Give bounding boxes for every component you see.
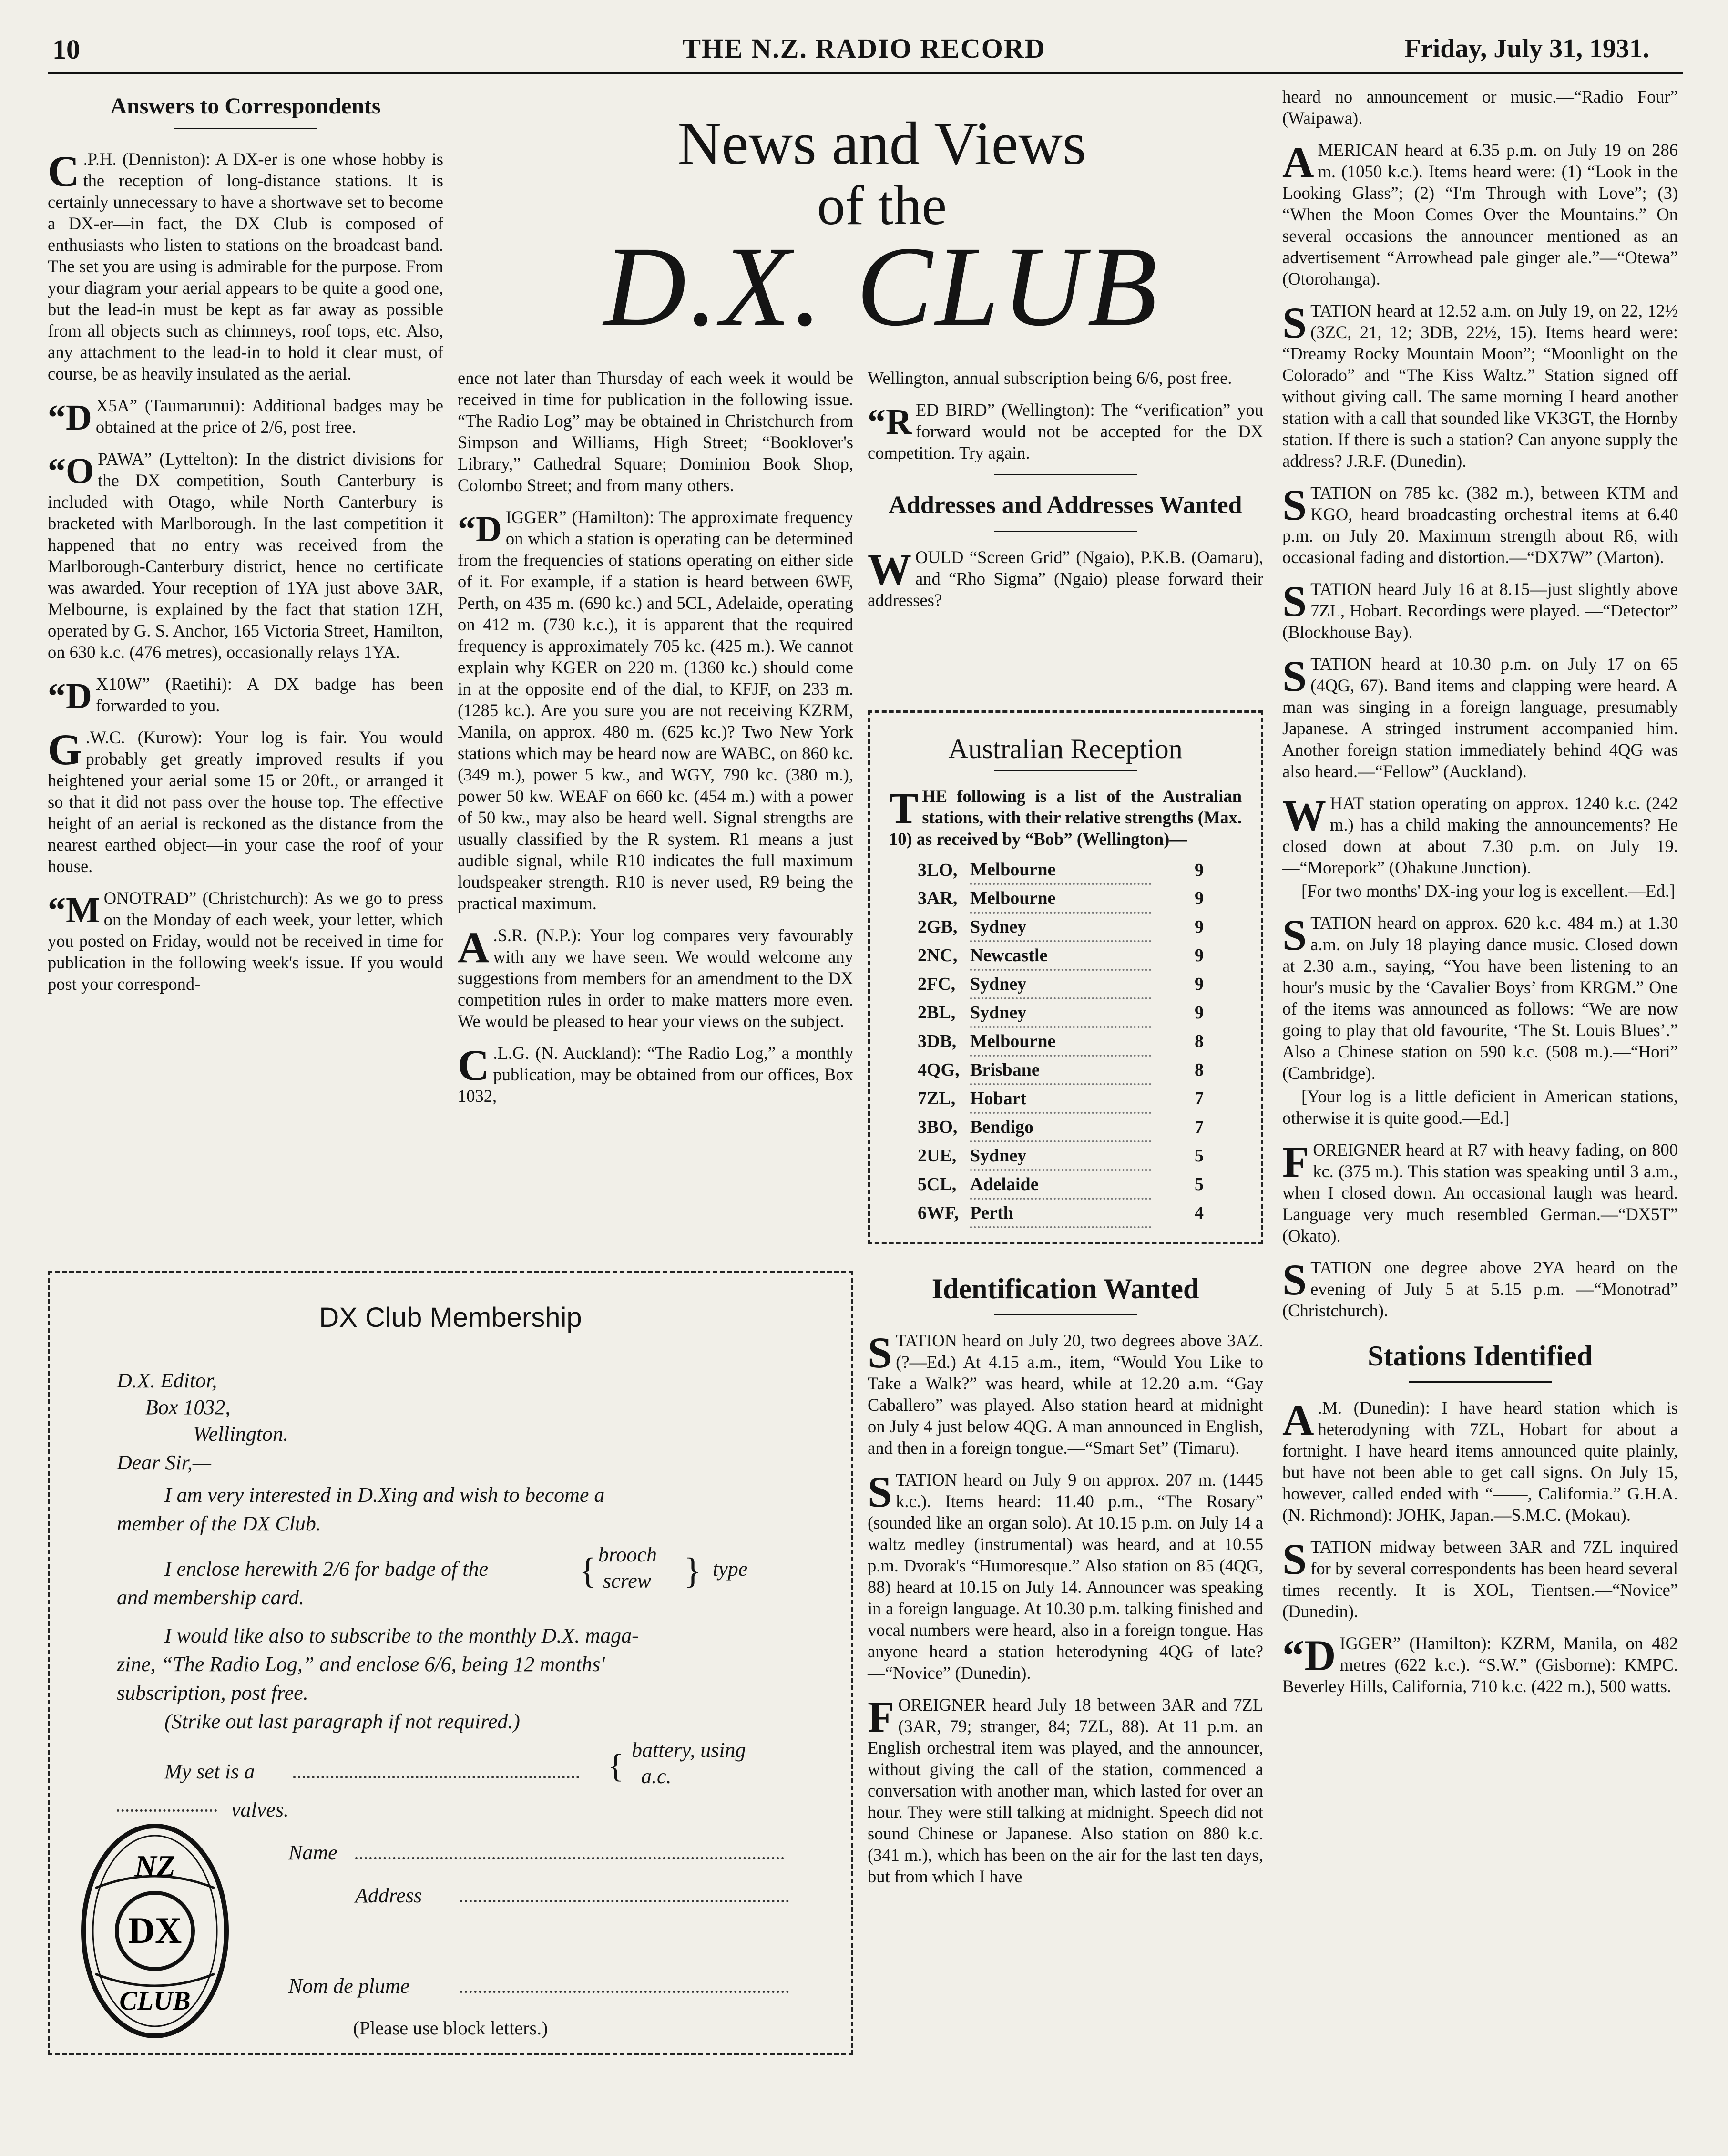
answer-gwc: G .W.C. (Kurow): Your log is fair. You would probably get greatly improved results if you heightened your aerial some 15 or 20ft., or arranged it so that it did not pass over the house top. The effective height of an aerial is reckoned as the distance from the nearest earthed object—in your case the roof of your house. xyxy=(48,725,443,876)
station-call: 2BL, xyxy=(918,1003,956,1023)
dx-club-badge-icon xyxy=(76,1821,234,2041)
station-row xyxy=(918,998,1213,1027)
nom-de-plume-field[interactable] xyxy=(460,1974,794,1993)
identified-heading: Stations Identified xyxy=(1368,1340,1593,1372)
identification-item: FOREIGNER heard July 18 between 3AR and 7ZL (3AR, 79; stranger, 84; 7ZL, 88). At 11 p.m. an English orchestral item was played, and the announcer, without giving the call of the station, commenced a conversation with another man, which lasted for over an hour. They were still talking at midnight. Speech did not sound Chinese or Japanese. Also station on 880 k.c. (341 m.), which has been on the air for the last ten days, but from which I have xyxy=(868,1693,1263,1886)
station-call: 2FC, xyxy=(918,974,956,994)
station-city: Sydney xyxy=(970,913,1151,941)
badge-top-text: NZ xyxy=(134,1849,175,1883)
address-line-1: D.X. Editor, xyxy=(117,1369,217,1392)
valves-count-field[interactable] xyxy=(117,1793,222,1812)
station-row xyxy=(918,1084,1213,1113)
station-row xyxy=(918,884,1213,913)
answer-dx5a: “D X5A” (Taumarunui): Additional badges may be obtained at the price of 2/6, post free. xyxy=(48,396,443,438)
brooch-option[interactable]: brooch xyxy=(598,1543,657,1566)
station-call: 3DB, xyxy=(918,1031,957,1051)
station-row xyxy=(918,941,1213,970)
addresses-heading: Addresses and Addresses Wanted xyxy=(889,492,1242,519)
answer-asr: A .S.R. (N.P.): Your log compares very favourably with any we have seen. We would welcome any suggestions from members for an amendment to the DX competition rules in order to make matters more even. We would be pleased to hear your views on the subject. xyxy=(458,923,853,1031)
station-call: 6WF, xyxy=(918,1203,959,1223)
editor-note: [Your log is a little deficient in American stations, otherwise it is quite good.—Ed.] xyxy=(1282,1087,1678,1128)
identification-item: STATION heard on July 9 on approx. 207 m. (1445 k.c.). Items heard: 11.40 p.m., “The Rosary” (sounded like an organ solo). At 10.15 p.m. on July 14 a waltz medley (instrumental) was heard, and at 10.55 p.m. Dvorak's “Humoresque.” Also station on 85 (4QG, 88) heard at 10.15 on July 14. Announcer was speaking in a foreign language. At 10.30 p.m. talking finished and vocal numbers were heard, also in a foreign tongue. Has anyone heard a station heterodyning 4QG of late?—“Novice” (Dunedin). xyxy=(868,1468,1263,1683)
membership-form xyxy=(48,1271,853,2055)
column-answers xyxy=(48,91,443,1005)
station-city: Sydney xyxy=(970,1141,1151,1170)
station-city: Sydney xyxy=(970,998,1151,1027)
identified-item: A .M. (Dunedin): I have heard station which is heterodyning with 7ZL, Hobart for about a fortnight. I have heard items announced quite plainly, but have not been able to get call signs. On July 15, however, called ended with “——, California.” G.H.A. (N. Richmond): JOHK, Japan.—S.M.C. (Mokau). xyxy=(1282,1396,1678,1525)
station-strength: 9 xyxy=(1195,917,1204,937)
form-paragraph-3b: zine, “The Radio Log,” and enclose 6/6, being 12 months' xyxy=(117,1653,605,1676)
answer-clg: C .L.G. (N. Auckland): “The Radio Log,” a monthly publication, may be obtained from our offices, Box 1032, xyxy=(458,1041,853,1106)
form-paragraph-2c: and membership card. xyxy=(117,1586,305,1609)
report-item: FOREIGNER heard at R7 with heavy fading, on 800 kc. (375 m.). This station was speaking until 3 a.m., when I closed down. An occasional laugh was heard. Language very much resembled German.—“DX5T” (Okato). xyxy=(1282,1138,1678,1245)
badge-mid-text: DX xyxy=(128,1910,182,1951)
form-paragraph-2b: type xyxy=(713,1557,748,1581)
station-strength: 7 xyxy=(1195,1117,1204,1137)
station-city: Melbourne xyxy=(970,1027,1151,1056)
brace-right: } xyxy=(684,1551,702,1591)
address-line-3: Wellington. xyxy=(193,1422,289,1446)
station-city: Hobart xyxy=(970,1084,1151,1113)
station-strength: 9 xyxy=(1195,1003,1204,1023)
answer-clg-cont: Wellington, annual subscription being 6/6, post free. xyxy=(868,368,1232,388)
address-label: Address xyxy=(355,1884,422,1907)
section-rule xyxy=(994,531,1137,532)
report-item: STATION heard July 16 at 8.15—just slightly above 7ZL, Hobart. Recordings were played. —“Detector” (Blockhouse Bay). xyxy=(1282,577,1678,642)
station-city: Adelaide xyxy=(970,1170,1151,1199)
section-rule xyxy=(994,770,1137,771)
australian-reception-box xyxy=(868,710,1263,1244)
brace-left: { xyxy=(579,1551,597,1591)
salutation: Dear Sir,— xyxy=(117,1451,212,1474)
section-rule xyxy=(994,1314,1137,1315)
page-header xyxy=(0,29,1728,67)
column-answers-continued xyxy=(458,367,853,1117)
station-row xyxy=(918,1141,1213,1170)
section-rule xyxy=(994,474,1137,475)
answer-monotrad: “MONOTRAD” (Christchurch): As we go to press on the Monday of each week, your letter, which you posted on Friday, would not be received in time for publication in the following week's issue. If you would post your correspond- xyxy=(48,888,443,994)
answer-dx10w: “D X10W” (Raetihi): A DX badge has been forwarded to you. xyxy=(48,674,443,716)
nom-de-plume-label: Nom de plume xyxy=(288,1974,410,1998)
section-rule xyxy=(1409,1381,1552,1383)
name-field[interactable] xyxy=(355,1840,794,1859)
station-row xyxy=(918,913,1213,941)
station-call: 3LO, xyxy=(918,860,958,880)
station-strength: 5 xyxy=(1195,1174,1204,1194)
column-addresses xyxy=(868,367,1263,621)
station-row xyxy=(918,1113,1213,1141)
station-row xyxy=(918,1199,1213,1227)
station-row xyxy=(918,1170,1213,1199)
name-label: Name xyxy=(288,1841,337,1864)
issue-date: Friday, July 31, 1931. xyxy=(1404,34,1649,63)
ac-option[interactable]: a.c. xyxy=(641,1765,672,1788)
answers-heading: Answers to Correspondents xyxy=(110,93,381,119)
station-city: Sydney xyxy=(970,970,1151,998)
address-line-2: Box 1032, xyxy=(145,1396,231,1419)
answer-redbird: “RED BIRD” (Wellington): The “verification” you forward would not be accepted for the DX competition. Try again. xyxy=(868,400,1263,462)
battery-option[interactable]: battery, using xyxy=(632,1738,746,1762)
station-strength: 5 xyxy=(1195,1146,1204,1166)
form-paragraph-3c: subscription, post free. xyxy=(117,1681,308,1704)
page-number: 10 xyxy=(52,34,80,65)
station-city: Bendigo xyxy=(970,1113,1151,1141)
station-call: 3BO, xyxy=(918,1117,958,1137)
identified-item: “DIGGER” (Hamilton): KZRM, Manila, on 482 metres (622 k.c.). “S.W.” (Gisborne): KMPC. Beverley Hills, California, 710 k.c. (422 m.), 500 watts. xyxy=(1282,1631,1678,1696)
station-call: 3AR, xyxy=(918,888,958,908)
strike-note: (Strike out last paragraph if not required.) xyxy=(164,1710,520,1733)
answer-cph: C .P.H. (Denniston): A DX-er is one whose hobby is the reception of long-distance stations. It is certainly unnecessary to have a shortwave set to become a DX-er—in fact, the DX Club is composed of enthusiasts who listen to stations on the broadcast band. The set you are using is admirable for the purpose. From your diagram your aerial appears to be quite a good one, but the lead-in must be kept as far away as possible from all objects such as chimneys, roof tops, etc. Also, any attachment to the lead-in to hold it clear must, of course, be as heavily insulated as the aerial. xyxy=(48,147,443,383)
report-item: WHAT station operating on approx. 1240 k.c. (242 m.) has a child making the announcements? He closed down at about 7.30 p.m. on July 19.—“Morepork” (Ohakune Junction). xyxy=(1282,791,1678,877)
addresses-notice: WOULD “Screen Grid” (Ngaio), P.K.B. (Oamaru), and “Rho Sigma” (Ngaio) please forward their addresses? xyxy=(868,545,1263,610)
header-rule xyxy=(48,72,1683,74)
answer-opawa: “OPAWA” (Lyttelton): In the district divisions for the DX competition, South Canterbury is included with Otago, while North Canterbury is bracketed with Marlborough. In the last competition it happened that no entry was received from the Marlborough-Canterbury district, hence no certificate was awarded. Your reception of 1YA just above 3AR, Melbourne, is explained by the fact that station 1ZH, operated by G. S. Anchor, 165 Victoria Street, Hamilton, on 630 k.c. (476 metres), occasionally relays 1YA. xyxy=(48,449,443,662)
station-call: 4QG, xyxy=(918,1060,960,1080)
form-paragraph-1b: member of the DX Club. xyxy=(117,1512,321,1535)
station-strength: 8 xyxy=(1195,1060,1204,1080)
form-paragraph-3a: I would like also to subscribe to the monthly D.X. maga- xyxy=(164,1624,639,1647)
station-call: 2GB, xyxy=(918,917,958,937)
publication-title: THE N.Z. RADIO RECORD xyxy=(682,33,1046,64)
banner-line-1: News and Views xyxy=(677,110,1086,177)
form-paragraph-2a: I enclose herewith 2/6 for badge of the xyxy=(164,1557,489,1581)
identification-heading: Identification Wanted xyxy=(931,1273,1199,1304)
station-call: 5CL, xyxy=(918,1174,957,1194)
station-strength: 9 xyxy=(1195,974,1204,994)
station-call: 2UE, xyxy=(918,1146,957,1166)
valves-label: valves. xyxy=(231,1798,289,1821)
answers-heading-rule xyxy=(174,128,317,129)
badge-bottom-text: CLUB xyxy=(119,1986,191,2016)
carry-over-text: heard no announcement or music.—“Radio Four” (Waipawa). xyxy=(1282,87,1678,128)
station-row xyxy=(918,856,1213,884)
column-identification xyxy=(868,1268,1263,1898)
membership-title: DX Club Membership xyxy=(319,1302,582,1333)
stations-table xyxy=(918,856,1213,1228)
answer-digger: “DIGGER” (Hamilton): The approximate frequency on which a station is operating can be determined from the frequencies of stations operating on either side of it. For example, if a station is heard between 6WF, Perth, on 435 m. (690 kc.) and 5CL, Adelaide, operating on 412 m. (730 k.c.), it is apparent that the required frequency is approximately 705 kc. (425 m.). We cannot explain why KGER on 220 m. (1360 kc.) should come in at the opposite end of the dial, to KFJF, on 233 m. (1285 kc.). Are you sure you are not receiving KZRM, Manila, on approx. 480 m. (625 kc.)? Two New York stations which may be heard now are WABC, on 860 kc. (349 m.), power 5 kw., and WGY, 790 kc. (380 m.), power 50 kw. WEAF on 660 kc. (454 m.) with a power of 50 kw., may also be heard well. Signal strengths are usually classified by the R system. R1 means a just audible signal, while R10 indicates the full maximum loudspeaker strength. R10 is never used, R9 being the practical maximum. xyxy=(458,507,853,913)
editor-note: [For two months' DX-ing your log is excellent.—Ed.] xyxy=(1301,881,1676,901)
station-strength: 9 xyxy=(1195,888,1204,908)
station-strength: 9 xyxy=(1195,945,1204,965)
banner-title: D.X. CLUB xyxy=(603,223,1160,349)
column-right xyxy=(1282,86,1678,1707)
report-item: STATION heard at 12.52 a.m. on July 19, on 22, 12½ (3ZC, 21, 12; 3DB, 22½, 15). Items heard were: “Dreamy Rocky Mountain Moon”; “Moonlight on the Colorado” and “The Kiss Waltz.” Station signed off without giving call. The same morning I heard another station with a call that sounded like VK3GT, the Hornby station. If there is such a station? Can anyone supply the address? J.R.F. (Dunedin). xyxy=(1282,298,1678,471)
station-city: Melbourne xyxy=(970,884,1151,913)
report-item: STATION heard at 10.30 p.m. on July 17 on 65 (4QG, 67). Band items and clapping were heard. A man was singing in a foreign language, presumably Japanese. A stringed instrument accompanied him. Another foreign station immediately behind 4QG was also heard.—“Fellow” (Auckland). xyxy=(1282,652,1678,781)
station-strength: 4 xyxy=(1195,1203,1204,1223)
brace-left-2: { xyxy=(608,1748,624,1785)
station-city: Melbourne xyxy=(970,856,1151,884)
set-type-field[interactable] xyxy=(293,1759,589,1778)
screw-option[interactable]: screw xyxy=(603,1569,652,1592)
station-strength: 8 xyxy=(1195,1031,1204,1051)
station-strength: 9 xyxy=(1195,860,1204,880)
station-city: Newcastle xyxy=(970,941,1151,970)
banner-line-2: of the xyxy=(817,174,947,236)
address-field[interactable] xyxy=(460,1883,794,1902)
form-footer: (Please use block letters.) xyxy=(353,2017,548,2039)
report-item: STATION one degree above 2YA heard on the evening of July 5 at 5.15 p.m. —“Monotrad” (Christchurch). xyxy=(1282,1255,1678,1320)
answer-monotrad-cont: ence not later than Thursday of each week it would be received in time for publication in the following issue. “The Radio Log” may be obtained in Christchurch from Simpson and Williams, High Street; “Booklover's Library,” Cathedral Square; Dominion Book Shop, Colombo Street; and from many others. xyxy=(458,368,853,495)
station-row xyxy=(918,970,1213,998)
report-item: STATION on 785 kc. (382 m.), between KTM and KGO, heard broadcasting orchestral items at 6.40 p.m. on July 20. Maximum strength about R6, with occasional fading and distortion.—“DX7W” (Marton). xyxy=(1282,481,1678,567)
station-row xyxy=(918,1056,1213,1084)
station-strength: 7 xyxy=(1195,1088,1204,1109)
station-city: Brisbane xyxy=(970,1056,1151,1084)
identification-item: STATION heard on July 20, two degrees above 3AZ. (?—Ed.) At 4.15 a.m., item, “Would You Like to Take a Walk?” was heard, while at 12.20 a.m. “Gay Caballero” was played. Also station heard at midnight on July 4 just below 4QG. A man announced in English, and then in a foreign tongue.—“Smart Set” (Timaru). xyxy=(868,1328,1263,1458)
form-paragraph-1a: I am very interested in D.Xing and wish to become a xyxy=(164,1483,605,1507)
station-call: 2NC, xyxy=(918,945,958,965)
station-row xyxy=(918,1027,1213,1056)
report-item: STATION heard on approx. 620 k.c. 484 m.) at 1.30 a.m. on July 18 playing dance music. Closed down at 2.30 a.m., saying, “You have been listening to an hour's music by the ‘Cavalier Boys’ from KRGM.” One of the items was announced as follows: “We are now going to play that old favourite, ‘The St. Louis Blues’.” Also a Chinese station on 590 k.c. (508 m.).—“Hori” (Cambridge). xyxy=(1282,911,1678,1083)
set-label: My set is a xyxy=(164,1760,255,1783)
australian-heading: Australian Reception xyxy=(948,733,1183,764)
station-city: Perth xyxy=(970,1199,1151,1227)
australian-intro: THE following is a list of the Australian stations, with their relative strengths (Max. 10) as received by “Bob” (Wellington)— xyxy=(889,784,1242,849)
station-call: 7ZL, xyxy=(918,1088,956,1109)
identified-item: STATION midway between 3AR and 7ZL inquired for by several correspondents has been heard several times recently. It is XOL, Tientsen.—“Novice” (Dunedin). xyxy=(1282,1535,1678,1621)
report-item: AMERICAN heard at 6.35 p.m. on July 19 on 286 m. (1050 k.c.). Items heard were: (1) “Look in the Looking Glass”; (2) “I'm Through with Love”; (3) “When the Moon Comes Over the Mountains.” On several occasions the announcer mentioned as an advertisement “Arrowhead pale ginger ale.”—“Otewa” (Otorohanga). xyxy=(1282,138,1678,288)
